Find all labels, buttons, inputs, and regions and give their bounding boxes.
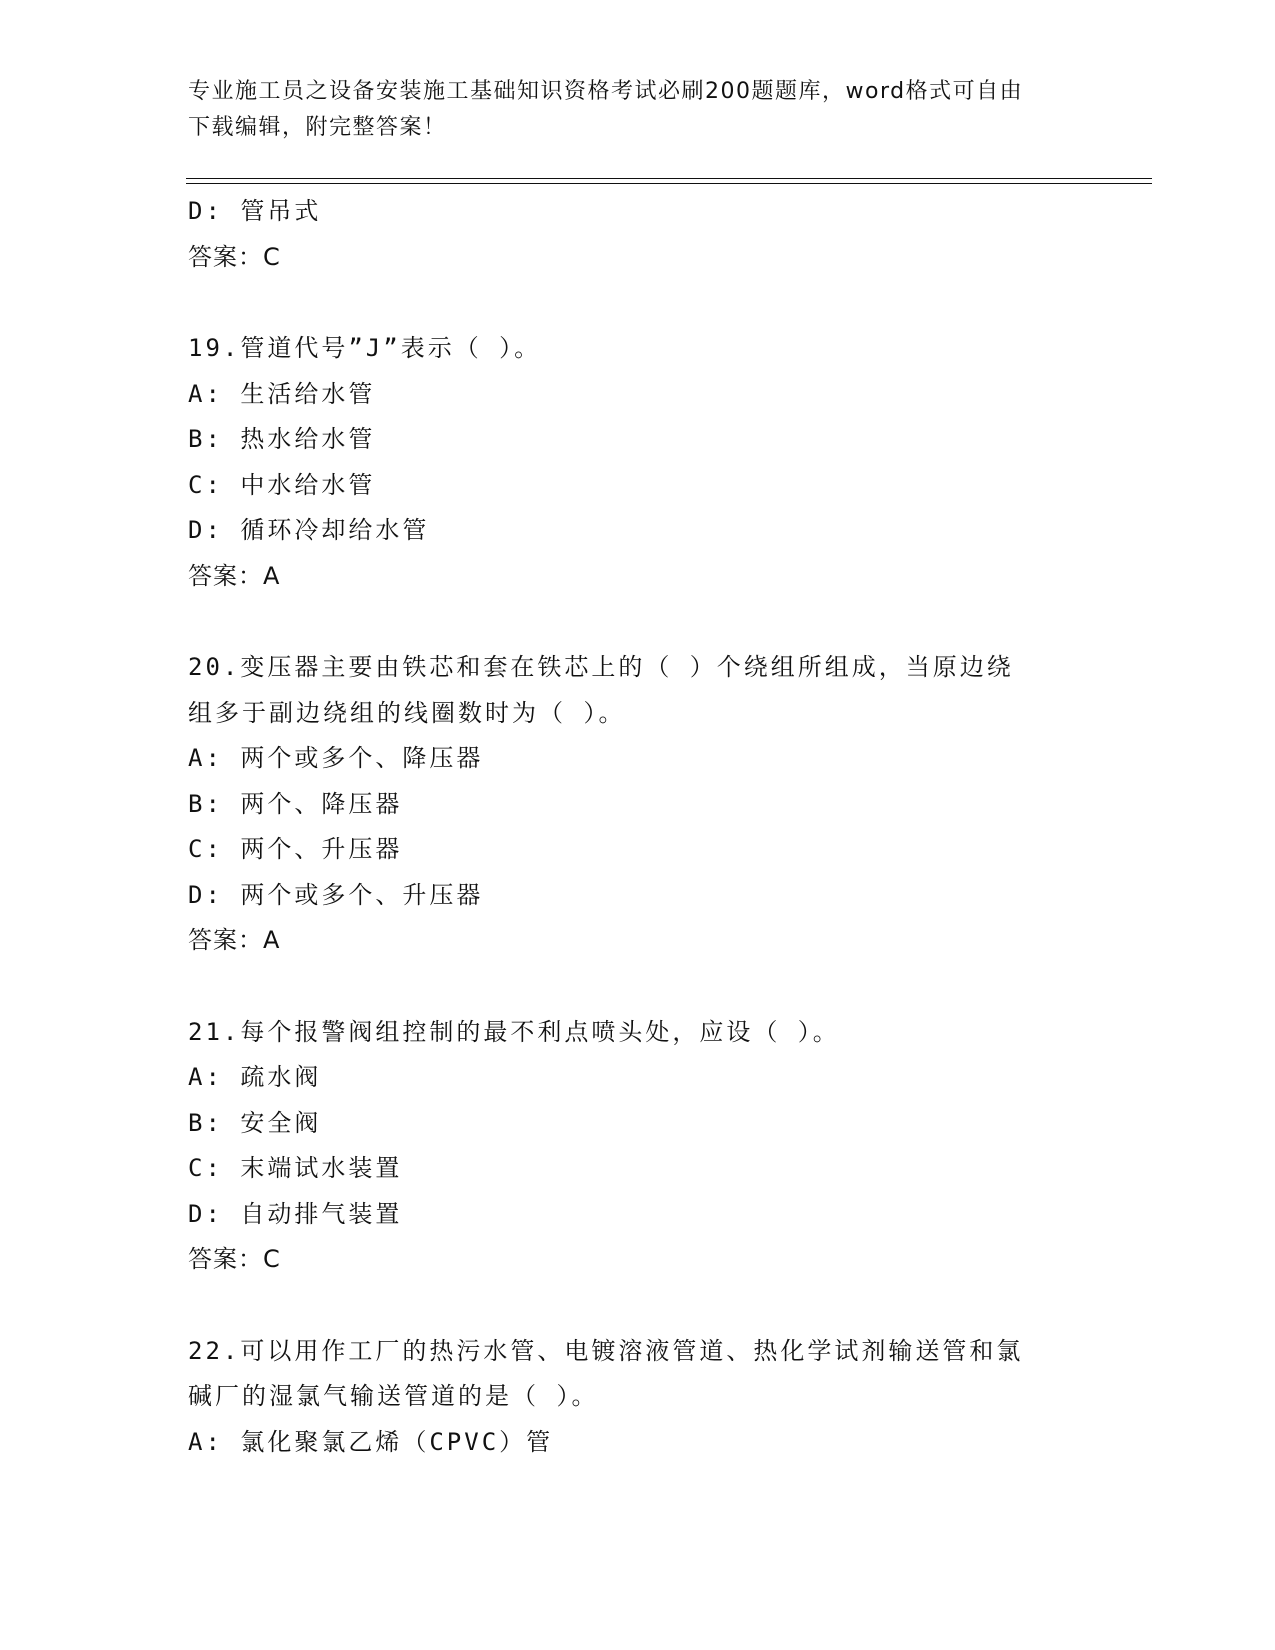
page-header	[188, 74, 1088, 146]
question-20-answer: 答案：A	[188, 926, 281, 954]
spacer	[188, 964, 1128, 1010]
question-20-stem-line-1: 20.变压器主要由铁芯和套在铁芯上的（ ）个绕组所组成，当原边绕	[188, 653, 1014, 681]
question-21-option-b: B: 安全阀	[188, 1108, 322, 1137]
question-21-option-d: D: 自动排气装置	[188, 1199, 403, 1228]
prev-option-d: D: 管吊式	[188, 197, 322, 225]
question-19-option-b: B: 热水给水管	[188, 425, 376, 453]
question-22-stem-line-1: 22.可以用作工厂的热污水管、电镀溶液管道、热化学试剂输送管和氯	[188, 1336, 1024, 1365]
prev-answer: 答案：C	[188, 242, 281, 271]
question-21-answer: 答案：C	[188, 1245, 281, 1273]
question-19-option-c: C: 中水给水管	[188, 470, 376, 499]
question-20-stem-line-2: 组多于副边绕组的线圈数时为（ ）。	[188, 698, 626, 727]
spacer	[188, 599, 1128, 645]
question-19-option-d: D: 循环冷却给水管	[188, 516, 430, 544]
question-20-option-b: B: 两个、降压器	[188, 789, 403, 818]
spacer	[188, 280, 1128, 326]
question-19-option-a: A: 生活给水管	[188, 379, 376, 408]
question-21-stem: 21.每个报警阀组控制的最不利点喷头处，应设（ ）。	[188, 1017, 840, 1046]
question-19-stem: 19.管道代号”J”表示（ ）。	[188, 334, 542, 362]
question-list	[188, 189, 1128, 1465]
question-19-answer: 答案：A	[188, 561, 281, 590]
question-21-option-a: A: 疏水阀	[188, 1063, 322, 1091]
header-line-1: 专业施工员之设备安装施工基础知识资格考试必刷200题题库，word格式可自由	[188, 79, 1024, 104]
header-rule-top	[186, 178, 1152, 179]
question-20-option-c: C: 两个、升压器	[188, 835, 403, 863]
question-21-option-c: C: 末端试水装置	[188, 1154, 403, 1182]
header-rule-bottom	[186, 183, 1152, 184]
question-22-option-a: A: 氯化聚氯乙烯（CPVC）管	[188, 1427, 554, 1456]
spacer	[188, 1283, 1128, 1329]
question-20-option-a: A: 两个或多个、降压器	[188, 744, 484, 772]
question-22-stem-line-2: 碱厂的湿氯气输送管道的是（ ）。	[188, 1382, 599, 1410]
question-20-option-d: D: 两个或多个、升压器	[188, 880, 484, 909]
header-line-2: 下载编辑，附完整答案！	[188, 115, 447, 140]
